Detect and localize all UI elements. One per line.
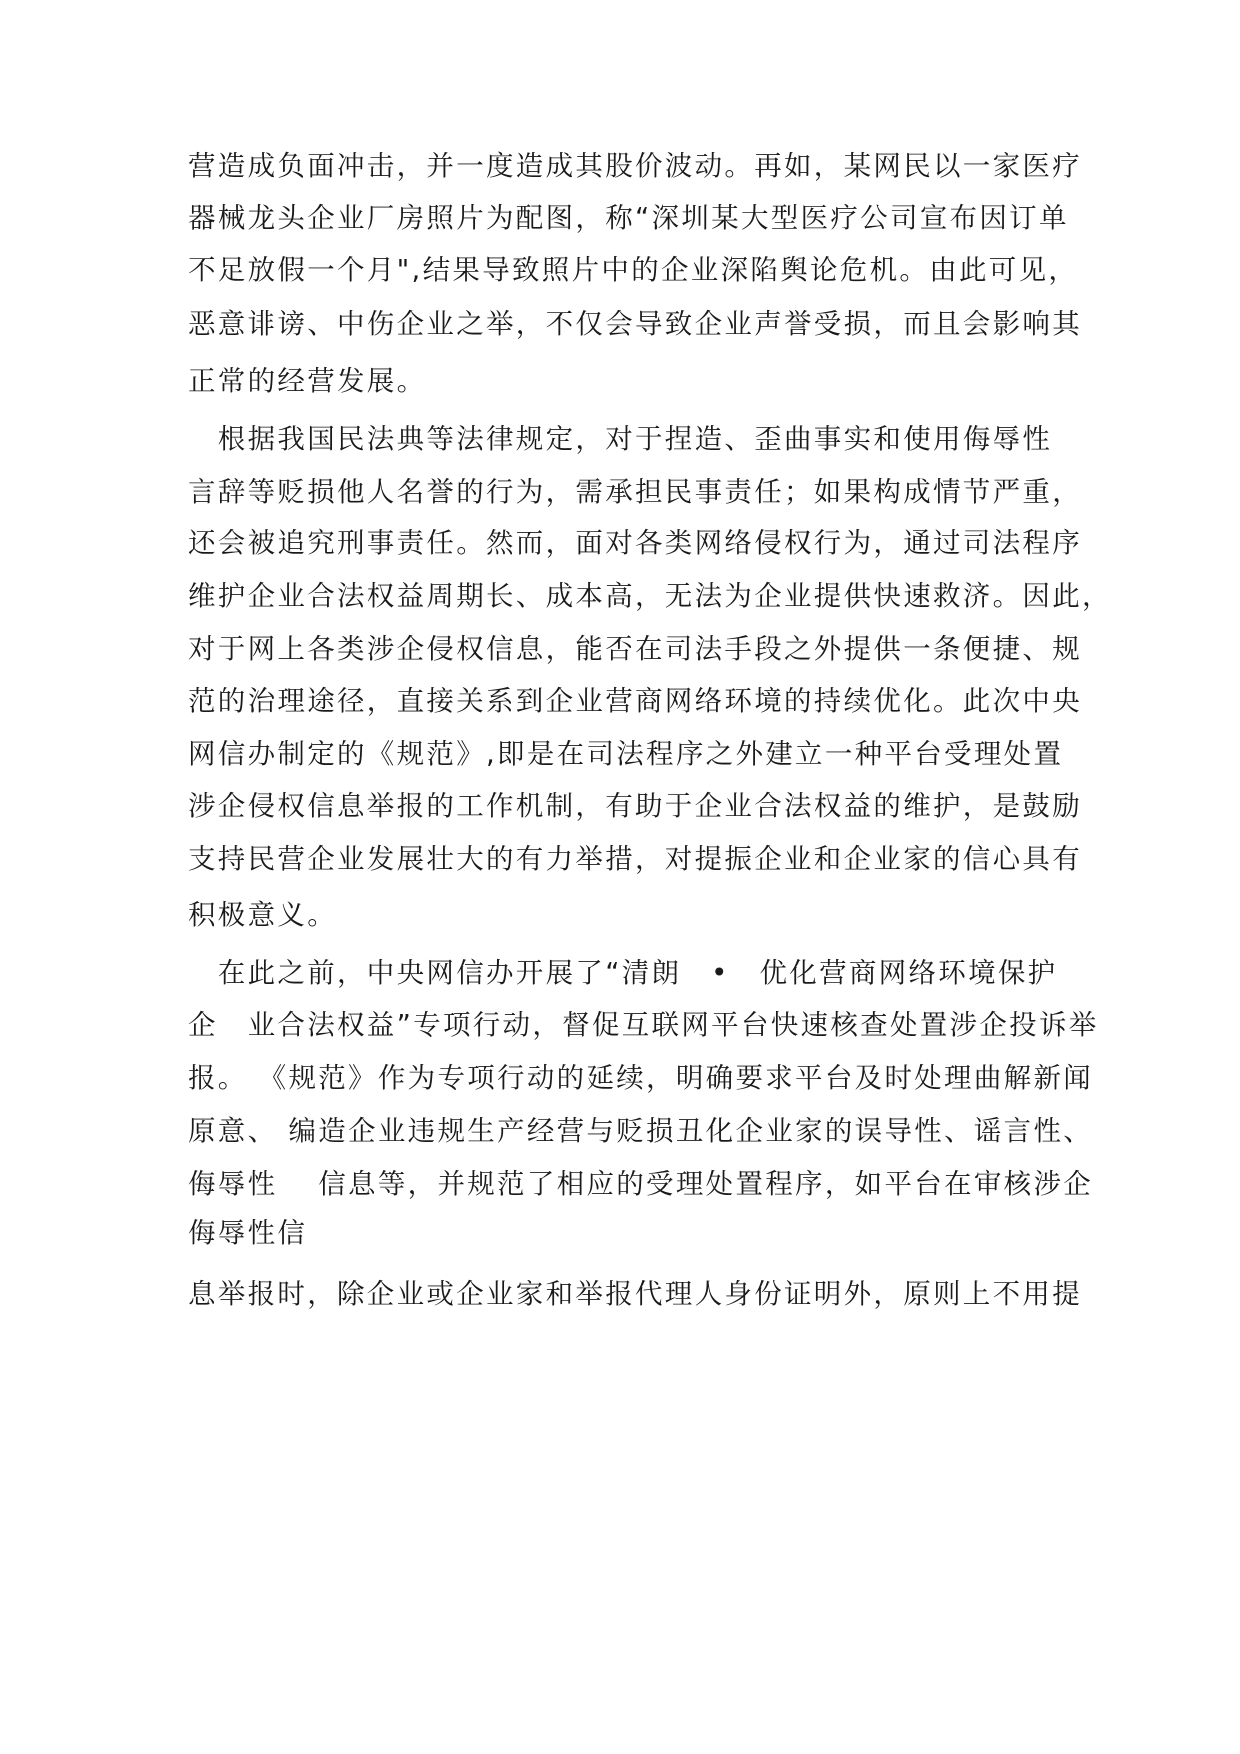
text-line-13: 涉企侵权信息举报的工作机制，有助于企业合法权益的维护，是鼓励 xyxy=(188,790,1082,822)
text-line-18: 报。 《规范》作为专项行动的延续，明确要求平台及时处理曲解新闻 xyxy=(188,1062,1094,1094)
text-line-15: 积极意义。 xyxy=(188,899,337,931)
text-line-5: 正常的经营发展。 xyxy=(188,365,427,397)
text-line-22: 息举报时，除企业或企业家和举报代理人身份证明外，原则上不用提 xyxy=(188,1278,1082,1310)
text-line-11: 范的治理途径，直接关系到企业营商网络环境的持续优化。此次中央 xyxy=(188,685,1082,717)
text-line-20: 侮辱性 信息等，并规范了相应的受理处置程序，如平台在审核涉企 xyxy=(188,1168,1094,1200)
text-line-17: 企 业合法权益”专项行动，督促互联网平台快速核查处置涉企投诉举 xyxy=(188,1009,1099,1041)
text-line-12: 网信办制定的《规范》,即是在司法程序之外建立一种平台受理处置 xyxy=(188,738,1064,770)
text-line-1: 营造成负面冲击，并一度造成其股价波动。再如，某网民以一家医疗 xyxy=(188,150,1082,182)
text-line-2: 器械龙头企业厂房照片为配图，称“深圳某大型医疗公司宣布因订单 xyxy=(188,202,1069,234)
text-line-4: 恶意诽谤、中伤企业之举，不仅会导致企业声誉受损，而且会影响其 xyxy=(188,308,1082,340)
text-line-16: 在此之前，中央网信办开展了“清朗 • 优化营商网络环境保护 xyxy=(188,957,1058,989)
text-line-21: 侮辱性信 xyxy=(188,1217,308,1249)
text-line-7: 言辞等贬损他人名誉的行为，需承担民事责任；如果构成情节严重， xyxy=(188,476,1082,508)
text-line-6: 根据我国民法典等法律规定，对于捏造、歪曲事实和使用侮辱性 xyxy=(188,423,1053,455)
text-line-19: 原意、 编造企业违规生产经营与贬损丑化企业家的误导性、谣言性、 xyxy=(188,1115,1094,1147)
text-line-8: 还会被追究刑事责任。然而，面对各类网络侵权行为，通过司法程序 xyxy=(188,527,1082,559)
text-line-3: 不足放假一个月",结果导致照片中的企业深陷舆论危机。由此可见， xyxy=(188,254,1079,286)
text-line-14: 支持民营企业发展壮大的有力举措，对提振企业和企业家的信心具有 xyxy=(188,843,1082,875)
text-line-9: 维护企业合法权益周期长、成本高，无法为企业提供快速救济。因此， xyxy=(188,580,1112,612)
text-line-10: 对于网上各类涉企侵权信息，能否在司法手段之外提供一条便捷、规 xyxy=(188,633,1082,665)
